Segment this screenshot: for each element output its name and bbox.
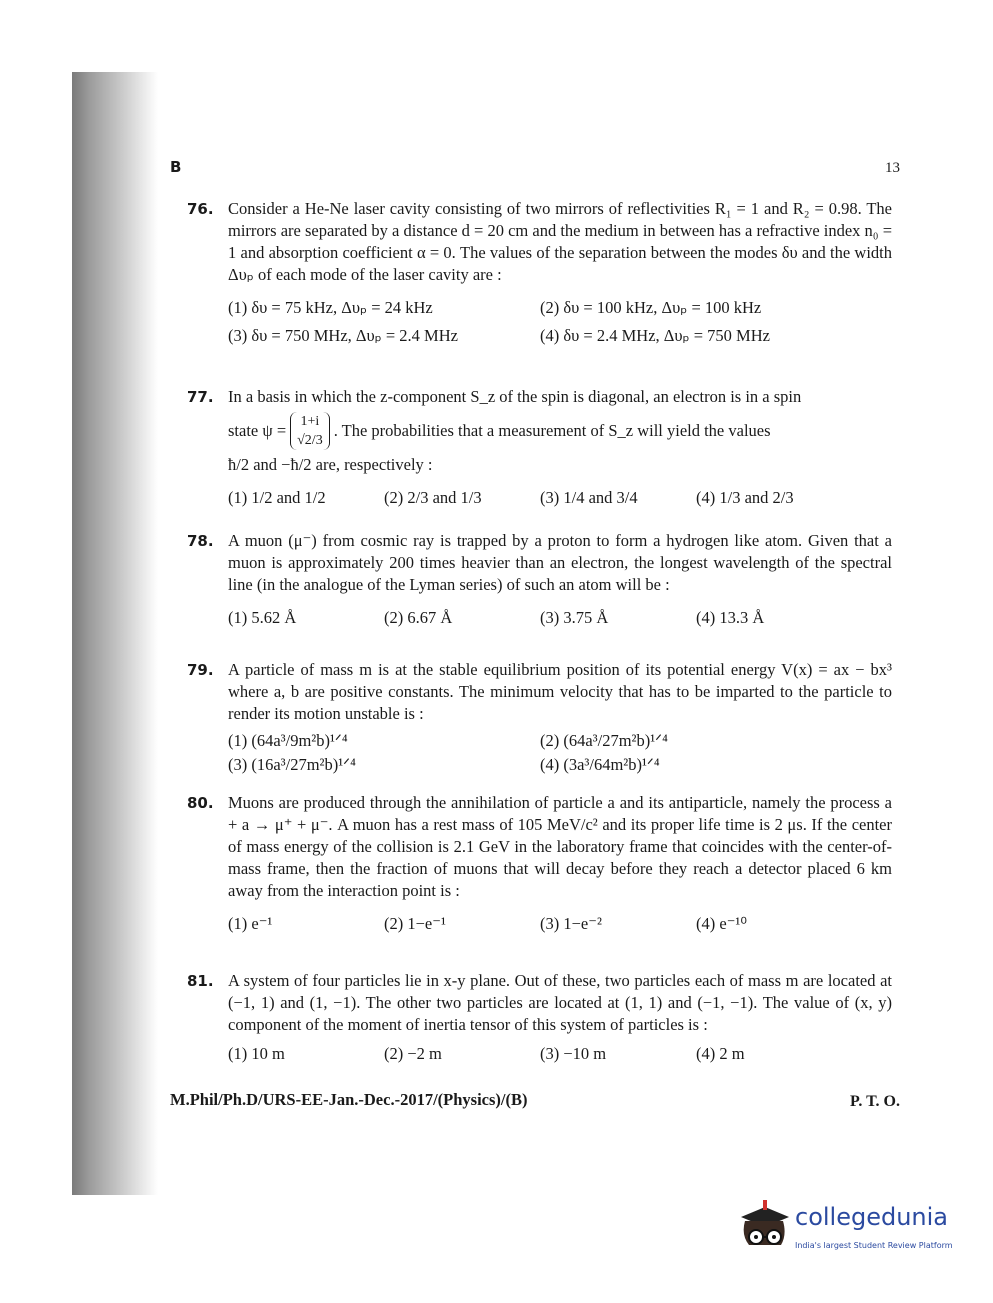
question-number: 79. bbox=[187, 661, 214, 679]
question-text: A muon (μ⁻) from cosmic ray is trapped by a proton to form a hydrogen like atom. Given that a muon is approximately 200 times heavier than an electron, the longest wavelength of the spectral line (in the analogue of the Lyman series) of such an atom will be : bbox=[228, 531, 892, 594]
question-number: 76. bbox=[187, 200, 214, 218]
question-76 bbox=[187, 198, 892, 350]
option-4: (4) (3a³/64m²b)¹ᐟ⁴ bbox=[540, 755, 660, 774]
option-1: (1) e⁻¹ bbox=[228, 914, 273, 933]
state-line bbox=[228, 412, 892, 450]
option-1: (1) 10 m bbox=[228, 1044, 285, 1063]
question-number: 77. bbox=[187, 388, 214, 406]
question-78 bbox=[187, 530, 892, 632]
state-suffix: . The probabilities that a measurement of S_z will yield the values bbox=[333, 421, 771, 440]
brand-tagline: India's largest Student Review Platform bbox=[795, 1241, 953, 1250]
options bbox=[228, 910, 892, 938]
option-1: (1) 5.62 Å bbox=[228, 608, 297, 627]
question-number: 80. bbox=[187, 794, 214, 812]
brand-name: collegedunia bbox=[795, 1203, 949, 1231]
option-4: (4) 1/3 and 2/3 bbox=[696, 488, 794, 507]
question-text-end: ħ/2 and −ħ/2 are, respectively : bbox=[228, 455, 433, 474]
option-1: (1) δυ = 75 kHz, Δυₚ = 24 kHz bbox=[228, 298, 433, 317]
option-2: (2) δυ = 100 kHz, Δυₚ = 100 kHz bbox=[540, 298, 762, 317]
question-text: In a basis in which the z-component S_z of the spin is diagonal, an electron is in a spin bbox=[228, 387, 802, 406]
options bbox=[228, 484, 892, 512]
option-3: (3) δυ = 750 MHz, Δυₚ = 2.4 MHz bbox=[228, 326, 458, 345]
option-3: (3) −10 m bbox=[540, 1044, 607, 1063]
option-4: (4) δυ = 2.4 MHz, Δυₚ = 750 MHz bbox=[540, 326, 770, 345]
state-prefix: state ψ = bbox=[228, 421, 287, 440]
question-77 bbox=[187, 386, 892, 512]
paper-code: M.Phil/Ph.D/URS-EE-Jan.-Dec.-2017/(Physics)/(B) bbox=[170, 1090, 528, 1109]
option-3: (3) 1/4 and 3/4 bbox=[540, 488, 638, 507]
question-81 bbox=[187, 970, 892, 1068]
spinor-top: 1+i bbox=[300, 414, 320, 429]
spinor-matrix bbox=[290, 412, 330, 450]
option-2: (2) 1−e⁻¹ bbox=[384, 914, 446, 933]
options bbox=[228, 604, 892, 632]
question-number: 81. bbox=[187, 972, 214, 990]
question-text: Consider a He-Ne laser cavity consisting of two mirrors of reflectivities R₁ = 1 and R₂ = 0.98. The mirrors are separated by a distance d = 20 cm and the medium in between has a refractive index n₀ = 1 and absorption coefficient α = 0. The values of the separation between the modes δυ and the width Δυₚ of each mode of the laser cavity are : bbox=[228, 199, 892, 284]
option-2: (2) 2/3 and 1/3 bbox=[384, 488, 482, 507]
page-number: 13 bbox=[885, 160, 900, 176]
option-4: (4) e⁻¹⁰ bbox=[696, 914, 747, 933]
option-4: (4) 13.3 Å bbox=[696, 608, 765, 627]
options bbox=[228, 729, 892, 777]
question-80 bbox=[187, 792, 892, 938]
option-2: (2) 6.67 Å bbox=[384, 608, 453, 627]
question-text: Muons are produced through the annihilation of particle a and its antiparticle, namely the process a + a → μ⁺ + μ⁻. A muon has a rest mass of 105 MeV/c² and its proper life time is 2 μs. If the center of mass energy of the collision is 2.1 GeV in the laboratory frame that coincides with the center-of-mass frame, then the fraction of muons that will decay before they reach a detector placed 6 km away from the interaction point is : bbox=[228, 793, 892, 900]
question-text: A system of four particles lie in x-y plane. Out of these, two particles each of mass m are located at (−1, 1) and (1, −1). The other two particles are located at (1, 1) and (−1, −1). The value of (x, y) component of the moment of inertia tensor of this system of particles is : bbox=[228, 971, 892, 1034]
scan-edge-shadow bbox=[72, 72, 158, 1195]
option-4: (4) 2 m bbox=[696, 1044, 745, 1063]
question-number: 78. bbox=[187, 532, 214, 550]
option-3: (3) (16a³/27m²b)¹ᐟ⁴ bbox=[228, 755, 356, 774]
brand-logo bbox=[735, 1195, 965, 1265]
option-3: (3) 1−e⁻² bbox=[540, 914, 602, 933]
paper-set-label: B bbox=[170, 158, 182, 176]
option-2: (2) −2 m bbox=[384, 1044, 442, 1063]
question-text: A particle of mass m is at the stable equilibrium position of its potential energy V(x) = ax − bx³ where a, b are positive constants. The minimum velocity that has to be imparted to the particle to render its motion unstable is : bbox=[228, 660, 892, 723]
question-79 bbox=[187, 659, 892, 777]
option-1: (1) (64a³/9m²b)¹ᐟ⁴ bbox=[228, 731, 348, 750]
please-turn-over: P. T. O. bbox=[850, 1093, 900, 1110]
option-2: (2) (64a³/27m²b)¹ᐟ⁴ bbox=[540, 731, 668, 750]
options bbox=[228, 1040, 892, 1068]
spinor-bottom: √2/3 bbox=[297, 433, 323, 448]
options bbox=[228, 294, 892, 350]
mascot-icon bbox=[735, 1195, 791, 1257]
option-3: (3) 3.75 Å bbox=[540, 608, 609, 627]
option-1: (1) 1/2 and 1/2 bbox=[228, 488, 326, 507]
